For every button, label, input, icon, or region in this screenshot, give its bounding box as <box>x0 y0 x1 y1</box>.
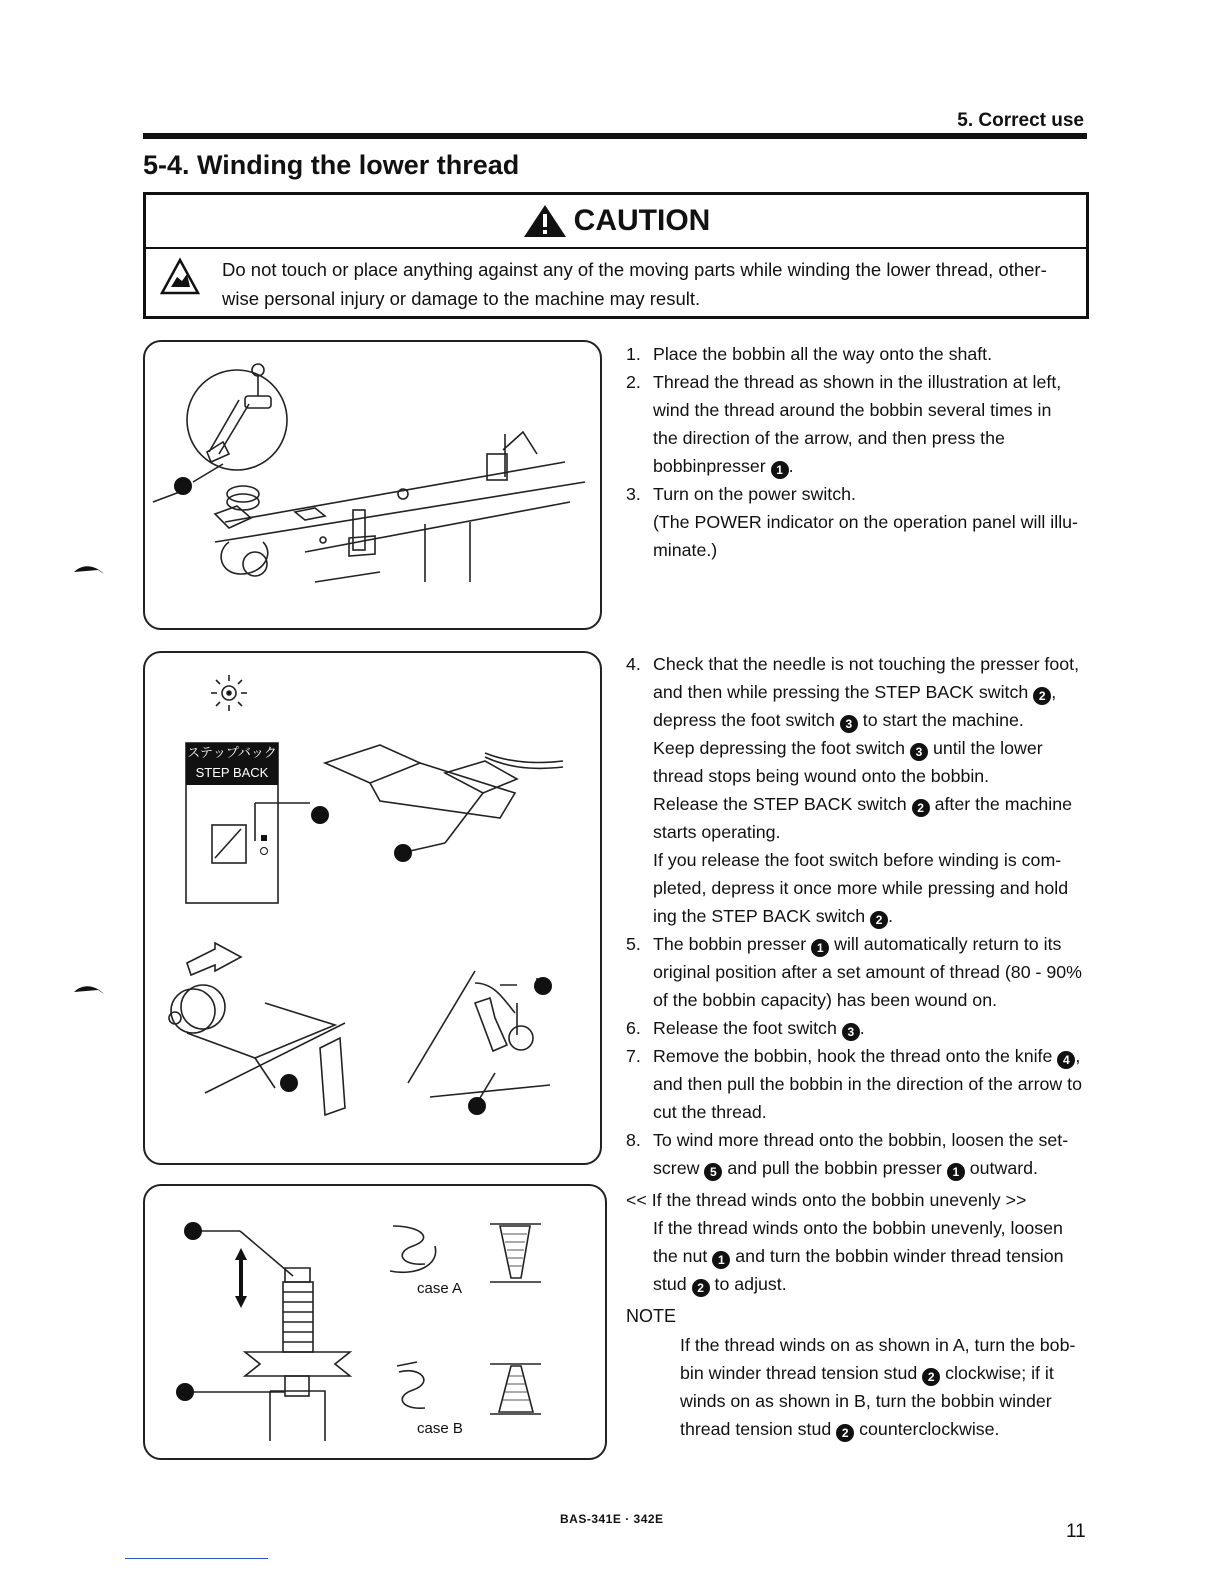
caution-heading-text: CAUTION <box>573 204 711 237</box>
callout-1-marker <box>174 477 192 495</box>
scan-mark-icon <box>72 562 108 578</box>
case-b-label: case B <box>417 1420 463 1437</box>
indicator-off-icon <box>260 847 268 855</box>
warning-triangle-icon <box>522 203 568 239</box>
figure-thread-tension <box>143 1184 607 1460</box>
header-rule <box>143 133 1087 139</box>
note-line-3: winds on as shown in B, turn the bobbin winder <box>680 1391 1052 1411</box>
step-5-line-1a: The bobbin presser <box>653 934 807 954</box>
step-4-line-8: If you release the foot switch before winding is com- <box>653 850 1062 870</box>
caution-heading <box>146 195 1086 249</box>
step-2-line-4: bobbinpresser <box>653 456 766 476</box>
step-3-number: 3. <box>626 484 641 504</box>
step-8-line-2a: screw <box>653 1158 700 1178</box>
callout-1-icon: 1 <box>947 1163 965 1181</box>
step-5-line-2: original position after a set amount of thread (80 - 90% <box>653 962 1082 982</box>
callout-3-icon: 3 <box>910 743 928 761</box>
step-3-line-2: (The POWER indicator on the operation panel will illu- <box>653 512 1078 532</box>
callout-1-icon: 1 <box>771 461 789 479</box>
callout-3-icon: 3 <box>840 715 858 733</box>
step-4-line-10: ing the STEP BACK switch <box>653 906 866 926</box>
step-1-line-1: Place the bobbin all the way onto the shaft. <box>653 344 993 364</box>
caution-line-2: wise personal injury or damage to the machine may result. <box>222 288 701 309</box>
step-2-line-3: the direction of the arrow, and then press the <box>653 428 1005 448</box>
steps-block-1 <box>626 340 1086 564</box>
uneven-line-3b: to adjust. <box>714 1274 787 1294</box>
step-7-line-3: cut the thread. <box>653 1102 767 1122</box>
step-5-number: 5. <box>626 934 641 954</box>
section-label: 5. Correct use <box>957 110 1084 131</box>
bobbin-winder-illustration <box>145 342 600 628</box>
step-4-number: 4. <box>626 654 641 674</box>
step-8-line-1: To wind more thread onto the bobbin, loosen the set- <box>653 1130 1069 1150</box>
step-4-line-6b: after the machine <box>934 794 1072 814</box>
step-6: 6. Release the foot switch 3 . <box>626 1014 1086 1042</box>
hand-hazard-icon <box>160 257 200 297</box>
step-4-line-2: and then while pressing the STEP BACK switch <box>653 682 1029 702</box>
step-2-number: 2. <box>626 372 641 392</box>
step-4-line-4a: Keep depressing the foot switch <box>653 738 906 758</box>
callout-3-icon: 3 <box>842 1023 860 1041</box>
step-3-line-3: minate.) <box>653 540 718 560</box>
callout-1-icon: 1 <box>811 939 829 957</box>
bottom-link-line <box>125 1558 268 1559</box>
step-4-line-6a: Release the STEP BACK switch <box>653 794 907 814</box>
note-line-4b: counterclockwise. <box>859 1419 1000 1439</box>
step-7-line-2: and then pull the bobbin in the direction of the arrow to <box>653 1074 1083 1094</box>
figure-bobbin-setup <box>143 340 602 630</box>
caution-text <box>222 255 1072 313</box>
page-title: 5-4. Winding the lower thread <box>143 150 520 180</box>
step-7-line-1: Remove the bobbin, hook the thread onto the knife <box>653 1046 1053 1066</box>
caution-line-1: Do not touch or place anything against any of the moving parts while winding the lower thread, other- <box>222 259 1047 280</box>
panel-label-jp: ステップバック <box>187 745 277 760</box>
note-line-2b: clockwise; if it <box>945 1363 1054 1383</box>
callout-5-icon: 5 <box>704 1163 722 1181</box>
callout-4-icon: 4 <box>1057 1051 1075 1069</box>
step-8-number: 8. <box>626 1130 641 1150</box>
indicator-led-icon <box>261 835 267 841</box>
step-1-number: 1. <box>626 344 641 364</box>
step-6-line-1: Release the foot switch <box>653 1018 837 1038</box>
note-text <box>680 1331 1086 1443</box>
callout-1-icon: 1 <box>712 1251 730 1269</box>
callout-2-icon: 2 <box>836 1424 854 1442</box>
step-5 <box>626 930 1086 1014</box>
callout-2-icon: 2 <box>1033 687 1051 705</box>
winding-operation-illustration <box>145 653 600 1163</box>
step-2: 2. Thread the thread as shown in the illustration at left, wind the thread around the bobbin several times in the direction of the arrow, and then press the bobbinpresser 1 . <box>626 368 1086 480</box>
step-4-line-5: thread stops being wound onto the bobbin. <box>653 766 990 786</box>
step-5-line-1b: will automatically return to its <box>834 934 1062 954</box>
case-a-label: case A <box>417 1280 463 1297</box>
scan-mark-icon <box>72 982 108 998</box>
note-line-4a: thread tension stud <box>680 1419 832 1439</box>
callout-2-icon: 2 <box>870 911 888 929</box>
step-4-line-9: pleted, depress it once more while pressing and hold <box>653 878 1069 898</box>
step-4-line-3a: depress the foot switch <box>653 710 835 730</box>
uneven-winding-section <box>626 1186 1086 1298</box>
uneven-line-1: If the thread winds onto the bobbin unevenly, loosen <box>653 1218 1063 1238</box>
page-number: 11 <box>1066 1521 1086 1542</box>
step-4-line-1: Check that the needle is not touching the presser foot, <box>653 654 1080 674</box>
step-4: 4. Check that the needle is not touching the presser foot, and then while pressing the STEP BACK switch 2 , depress the foot switch 3 to start the machine. Keep depressing the foot switch 3 until the lower thread stops being wound onto the bobbin. Release the STEP BACK switch 2 after the machine starts operating. If you release the foot switch before winding is com- pleted, depress it once more while pressing and hold ing the STEP BACK switch 2 . <box>626 650 1086 930</box>
step-2-line-2: wind the thread around the bobbin several times in <box>653 400 1052 420</box>
note-line-1: If the thread winds on as shown in A, turn the bob- <box>680 1335 1076 1355</box>
step-back-panel-label <box>186 743 278 785</box>
note-line-2a: bin winder thread tension stud <box>680 1363 918 1383</box>
step-7-number: 7. <box>626 1046 641 1066</box>
uneven-heading: << If the thread winds onto the bobbin unevenly >> <box>626 1190 1027 1210</box>
panel-label-en: STEP BACK <box>195 765 269 780</box>
step-4-line-4b: until the lower <box>932 738 1043 758</box>
step-3-line-1: Turn on the power switch. <box>653 484 856 504</box>
callout-2-icon: 2 <box>922 1368 940 1386</box>
note-label: NOTE <box>626 1306 677 1326</box>
step-7: 7. Remove the bobbin, hook the thread onto the knife 4 , and then pull the bobbin in the direction of the arrow to cut the thread. <box>626 1042 1086 1126</box>
callout-2-icon: 2 <box>912 799 930 817</box>
steps-block-2 <box>626 650 1086 1182</box>
caution-box <box>143 192 1089 319</box>
uneven-line-2a: the nut <box>653 1246 708 1266</box>
step-3 <box>626 480 1086 564</box>
tension-stud-illustration <box>145 1186 605 1458</box>
uneven-line-3a: stud <box>653 1274 687 1294</box>
adjust-arrow-icon <box>235 1248 247 1308</box>
footer-model: BAS-341E · 342E <box>560 1512 664 1526</box>
step-8-line-2b: and pull the bobbin presser <box>727 1158 942 1178</box>
step-1 <box>626 340 1086 368</box>
figure-step-back-panel <box>143 651 602 1165</box>
uneven-line-2b: and turn the bobbin winder thread tension <box>735 1246 1064 1266</box>
step-2-line-1: Thread the thread as shown in the illustration at left, <box>653 372 1062 392</box>
step-6-number: 6. <box>626 1018 641 1038</box>
callout-2-icon: 2 <box>692 1279 710 1297</box>
step-4-line-7: starts operating. <box>653 822 781 842</box>
step-8 <box>626 1126 1086 1182</box>
step-4-line-3b: to start the machine. <box>862 710 1024 730</box>
step-5-line-3: of the bobbin capacity) has been wound on. <box>653 990 998 1010</box>
step-8-line-2c: outward. <box>969 1158 1038 1178</box>
